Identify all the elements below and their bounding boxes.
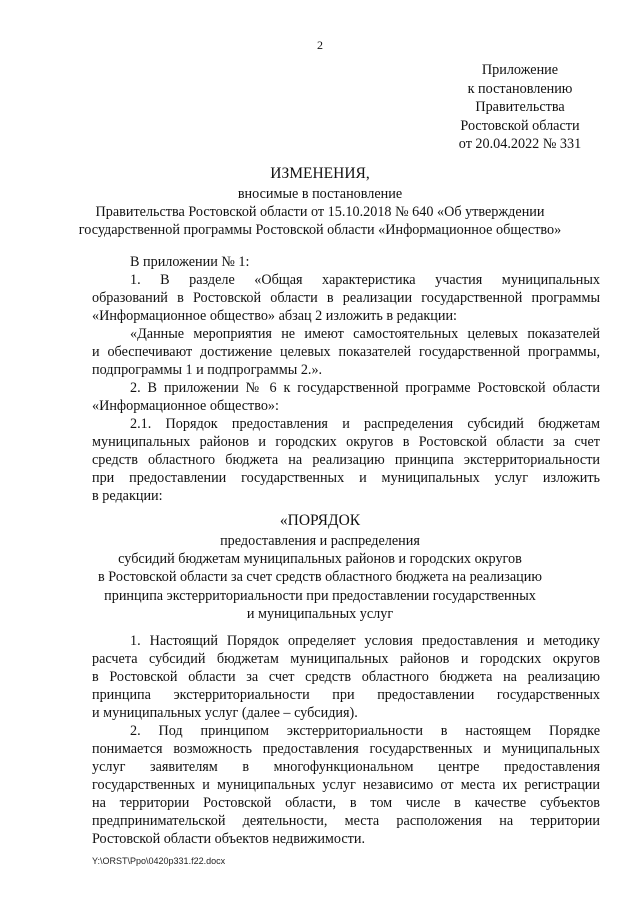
- order-heading-line: принципа экстерриториальности при предоставлении государственных: [104, 587, 536, 604]
- order-heading-line: в Ростовской области за счет средств областного бюджета на реализацию: [98, 569, 542, 586]
- paragraph-line: «Информационное общество»:: [92, 398, 279, 414]
- heading-line: вносимые в постановление: [237, 186, 403, 202]
- paragraph-line: в редакции:: [92, 488, 163, 504]
- paragraph-line: подпрограммы 1 и подпрограммы 2.».: [92, 362, 323, 378]
- paragraph-line: 1. В разделе «Общая характеристика участия муниципальных: [130, 272, 600, 288]
- paragraph-line: и обеспечивают достижение целевых показателей государственной программы,: [92, 344, 600, 360]
- annex-line: от 20.04.2022 № 331: [458, 136, 582, 152]
- clause-line: услуг заявителям в многофункциональном центре предоставления: [92, 759, 600, 775]
- annex-block: [440, 61, 600, 154]
- clause-line: принципа экстерриториальности при предоставлении государственных: [92, 687, 600, 703]
- paragraph-line: муниципальных районов и городских округов в Ростовской области за счет: [92, 434, 600, 450]
- clause-line: в Ростовской области за счет средств областного бюджета на реализацию: [92, 669, 600, 685]
- paragraph-line: 2. В приложении № 6 к государственной программе Ростовской области: [130, 380, 600, 396]
- paragraph-line: «Информационное общество» абзац 2 изложить в редакции:: [92, 308, 457, 324]
- footer-file-path: Y:\ORST\Ppo\0420p331.f22.docx: [92, 856, 226, 866]
- clause-line: на территории Ростовской области, в том числе в качестве субъектов: [92, 795, 600, 811]
- clause-line: Ростовской области объектов недвижимости.: [92, 831, 365, 847]
- order-title: «ПОРЯДОК: [279, 512, 361, 529]
- clause-line: расчета субсидий бюджетам муниципальных районов и городских округов: [92, 651, 600, 667]
- paragraph-line: при предоставлении государственных и муниципальных услуг изложить: [92, 470, 600, 486]
- order-heading: [60, 510, 580, 623]
- order-heading-line: субсидий бюджетам муниципальных районов и городских округов: [118, 551, 522, 568]
- heading-line: Правительства Ростовской области от 15.10.2018 № 640 «Об утверждении: [95, 204, 545, 221]
- clause-line: государственных и муниципальных услуг независимо от места их регистрации: [92, 777, 600, 793]
- clause-line: 1. Настоящий Порядок определяет условия предоставления и методику: [130, 633, 600, 649]
- changes-title: ИЗМЕНЕНИЯ,: [270, 165, 370, 182]
- paragraph-line: средств областного бюджета на реализацию принципа экстерриториальности: [92, 452, 600, 468]
- paragraph-line: образований в Ростовской области в реализации государственной программы: [92, 290, 600, 306]
- order-heading-line: предоставления и распределения: [220, 533, 420, 549]
- annex-line: Правительства: [475, 99, 565, 115]
- annex-line: к постановлению: [467, 80, 573, 97]
- changes-heading: [60, 163, 580, 240]
- clause-line: 2. Под принципом экстерриториальности в настоящем Порядке: [130, 723, 600, 739]
- paragraph-line: 2.1. Порядок предоставления и распределения субсидий бюджетам: [130, 416, 600, 432]
- clause-line: понимается возможность предоставления государственных и муниципальных: [92, 741, 600, 757]
- order-heading-line: и муниципальных услуг: [246, 605, 394, 622]
- page-number: 2: [317, 38, 323, 52]
- paragraph-line: В приложении № 1:: [130, 254, 250, 270]
- annex-line: Ростовской области: [460, 117, 580, 134]
- heading-line: государственной программы Ростовской области «Информационное общество»: [78, 222, 562, 239]
- clause-line: предпринимательской деятельности, места расположения на территории: [92, 813, 600, 829]
- paragraph-line: «Данные мероприятия не имеют самостоятельных целевых показателей: [130, 326, 600, 342]
- clause-line: и муниципальных услуг (далее – субсидия).: [92, 705, 358, 721]
- annex-line: Приложение: [481, 62, 559, 78]
